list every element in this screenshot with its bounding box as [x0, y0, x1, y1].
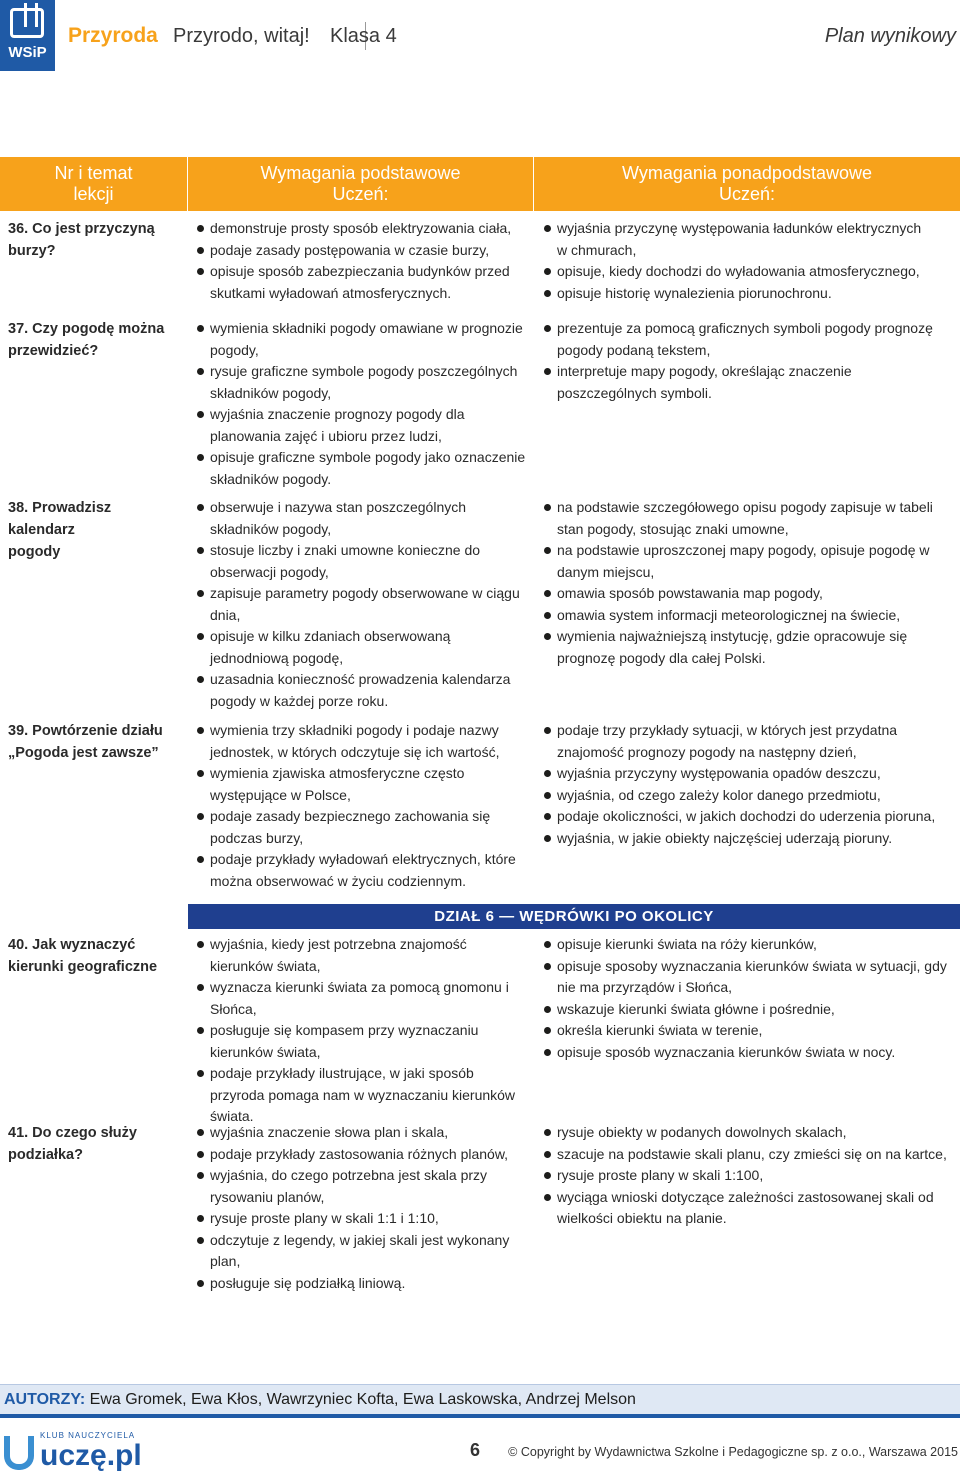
requirement-item: obserwuje i nazywa stan poszczególnych składników pogody,: [196, 497, 526, 540]
requirement-item: wyjaśnia przyczyny występowania opadów deszczu,: [543, 763, 955, 785]
requirement-item: wyciąga wnioski dotyczące zależności zastosowanej skali od wielkości obiektu na planie.: [543, 1187, 955, 1230]
requirement-item: podaje trzy przykłady sytuacji, w których jest przydatna znajomość prognozy pogody na następny dzień,: [543, 720, 955, 763]
lesson-topic-line: kierunki geograficzne: [8, 959, 158, 975]
requirement-item: wymienia zjawiska atmosferyczne często występujące w Polsce,: [196, 763, 526, 806]
requirement-item: rysuje proste plany w skali 1:100,: [543, 1165, 955, 1187]
requirement-item: interpretuje mapy pogody, określając znaczenie poszczególnych symboli.: [543, 361, 955, 404]
requirement-item: stosuje liczby i znaki umowne konieczne do obserwacji pogody,: [196, 540, 526, 583]
requirement-item: wyjaśnia, kiedy jest potrzebna znajomość kierunków świata,: [196, 934, 526, 977]
requirement-item: opisuje kierunki świata na róży kierunków,: [543, 934, 955, 956]
requirement-item: rysuje graficzne symbole pogody poszczególnych składników pogody,: [196, 361, 526, 404]
advanced-requirements-list: [543, 720, 955, 849]
column-header-topic: [0, 157, 187, 211]
column-header-topic-line1: Nr i temat: [54, 163, 133, 183]
requirement-item: zapisuje parametry pogody obserwowane w ciągu dnia,: [196, 583, 526, 626]
requirement-item: określa kierunki świata w terenie,: [543, 1020, 955, 1042]
requirement-item: wyjaśnia znaczenie prognozy pogody dla planowania zajęć i ubioru przez ludzi,: [196, 404, 526, 447]
requirement-item: wymienia składniki pogody omawiane w prognozie pogody,: [196, 318, 526, 361]
requirement-item: na podstawie uproszczonej mapy pogody, opisuje pogodę w danym miejscu,: [543, 540, 955, 583]
basic-requirements-list: [196, 218, 526, 304]
column-header-basic-line1: Wymagania podstawowe: [260, 163, 461, 183]
basic-requirements-list: [196, 720, 526, 892]
lesson-topic-line: przewidzieć?: [8, 343, 99, 359]
requirement-item: rysuje obiekty w podanych dowolnych skalach,: [543, 1122, 955, 1144]
requirement-item: uzasadnia konieczność prowadzenia kalendarza pogody w każdej porze roku.: [196, 669, 526, 712]
class-label: Klasa 4: [330, 25, 397, 47]
series-title: Przyrodo, witaj!: [173, 25, 310, 47]
requirement-item: wyjaśnia, w jakie obiekty najczęściej uderzają pioruny.: [543, 828, 955, 850]
requirement-item: podaje zasady bezpiecznego zachowania się podczas burzy,: [196, 806, 526, 849]
basic-requirements-list: [196, 318, 526, 490]
wsip-logo: [0, 0, 55, 71]
lesson-topic: [8, 720, 178, 764]
authors-names: Ewa Gromek, Ewa Kłos, Wawrzyniec Kofta, Ewa Laskowska, Andrzej Melson: [89, 1391, 636, 1408]
requirement-item: opisuje, kiedy dochodzi do wyładowania atmosferycznego,: [543, 261, 923, 283]
requirement-item: podaje przykłady zastosowania różnych planów,: [196, 1144, 526, 1166]
lesson-topic: [8, 218, 178, 262]
copyright-notice: © Copyright by Wydawnictwa Szkolne i Pedagogiczne sp. z o.o., Warszawa 2015: [508, 1445, 958, 1459]
lesson-topic: [8, 497, 178, 563]
authors-label: AUTORZY:: [4, 1391, 86, 1408]
requirement-item: posługuje się kompasem przy wyznaczaniu kierunków świata,: [196, 1020, 526, 1063]
basic-requirements-list: [196, 497, 526, 712]
requirement-item: demonstruje prosty sposób elektryzowania ciała,: [196, 218, 526, 240]
requirement-item: na podstawie szczegółowego opisu pogody zapisuje w tabeli stan pogody, stosując znaki umowne,: [543, 497, 955, 540]
authors-bar: [0, 1384, 960, 1414]
requirement-item: wyjaśnia przyczynę występowania ładunków elektrycznych w chmurach,: [543, 218, 923, 261]
lesson-topic: [8, 318, 178, 362]
lesson-topic-line: 36. Co jest przyczyną: [8, 221, 155, 237]
column-header-topic-line2: lekcji: [73, 184, 114, 204]
requirement-item: wyznacza kierunki świata za pomocą gnomonu i Słońca,: [196, 977, 526, 1020]
requirement-item: opisuje sposób wyznaczania kierunków świata w nocy.: [543, 1042, 955, 1064]
requirement-item: wymienia najważniejszą instytucję, gdzie opracowuje się prognozę pogody dla całej Polski.: [543, 626, 955, 669]
lesson-topic-line: 41. Do czego służy: [8, 1125, 137, 1141]
requirement-item: wyjaśnia, od czego zależy kolor danego przedmiotu,: [543, 785, 955, 807]
requirement-item: prezentuje za pomocą graficznych symboli pogody prognozę pogody podaną tekstem,: [543, 318, 955, 361]
advanced-requirements-list: [543, 318, 955, 404]
requirement-item: szacuje na podstawie skali planu, czy zmieści się on na kartce,: [543, 1144, 955, 1166]
advanced-requirements-list: [543, 497, 955, 669]
lesson-topic-line: 39. Powtórzenie działu: [8, 723, 163, 739]
page-header: [68, 22, 960, 56]
lesson-topic: [8, 1122, 178, 1166]
klub-nauczyciela-logo: [0, 1428, 140, 1476]
requirement-item: podaje przykłady ilustrujące, w jaki sposób przyroda pomaga nam w wyznaczaniu kierunków świata.: [196, 1063, 526, 1128]
requirement-item: omawia system informacji meteorologicznej na świecie,: [543, 605, 955, 627]
column-header-basic: [188, 157, 533, 211]
section-banner: DZIAŁ 6 — WĘDRÓWKI PO OKOLICY: [188, 904, 960, 929]
requirement-item: podaje okoliczności, w jakich dochodzi do uderzenia pioruna,: [543, 806, 955, 828]
lesson-topic-line: pogody: [8, 544, 61, 560]
requirement-item: wyjaśnia znaczenie słowa plan i skala,: [196, 1122, 526, 1144]
requirement-item: wskazuje kierunki świata główne i pośrednie,: [543, 999, 955, 1021]
page-number: 6: [470, 1440, 481, 1460]
wsip-logo-mark: [10, 8, 44, 38]
klub-logo-icon: [4, 1436, 34, 1470]
klub-logo-small-text: KLUB NAUCZYCIELA: [40, 1431, 136, 1440]
requirement-item: posługuje się podziałką liniową.: [196, 1273, 526, 1295]
requirement-item: wymienia trzy składniki pogody i podaje nazwy jednostek, w których odczytuje się ich wartość,: [196, 720, 526, 763]
document-type: Plan wynikowy: [824, 25, 956, 47]
wsip-logo-text: WSiP: [8, 44, 47, 61]
requirement-item: podaje zasady postępowania w czasie burzy,: [196, 240, 526, 262]
lesson-topic-line: burzy?: [8, 243, 56, 259]
column-header-basic-line2: Uczeń:: [332, 184, 389, 204]
basic-requirements-list: [196, 934, 526, 1128]
klub-logo-big-text: uczę.pl: [40, 1439, 142, 1472]
lesson-topic-line: „Pogoda jest zawsze”: [8, 745, 159, 761]
lesson-topic-line: 40. Jak wyznaczyć: [8, 937, 136, 953]
basic-requirements-list: [196, 1122, 526, 1294]
requirement-item: rysuje proste plany w skali 1:1 i 1:10,: [196, 1208, 526, 1230]
app-title: Przyroda: [68, 24, 158, 47]
requirement-item: opisuje sposoby wyznaczania kierunków świata w sytuacji, gdy nie ma przyrządów i Słońca,: [543, 956, 955, 999]
column-header-advanced-line1: Wymagania ponadpodstawowe: [622, 163, 872, 183]
lesson-topic: [8, 934, 178, 978]
requirement-item: opisuje sposób zabezpieczania budynków przed skutkami wyładowań atmosferycznych.: [196, 261, 526, 304]
footer-divider: [0, 1414, 960, 1418]
column-header-advanced: [534, 157, 960, 211]
requirement-item: odczytuje z legendy, w jakiej skali jest wykonany plan,: [196, 1230, 526, 1273]
lesson-topic-line: podziałka?: [8, 1147, 83, 1163]
advanced-requirements-list: [543, 934, 955, 1063]
requirement-item: omawia sposób powstawania map pogody,: [543, 583, 955, 605]
lesson-topic-line: 37. Czy pogodę można: [8, 321, 165, 337]
requirement-item: podaje przykłady wyładowań elektrycznych, które można obserwować w życiu codziennym.: [196, 849, 526, 892]
column-header-advanced-line2: Uczeń:: [718, 184, 776, 204]
requirement-item: opisuje graficzne symbole pogody jako oznaczenie składników pogody.: [196, 447, 526, 490]
requirement-item: wyjaśnia, do czego potrzebna jest skala przy rysowaniu planów,: [196, 1165, 526, 1208]
requirement-item: opisuje historię wynalezienia piorunochronu.: [543, 283, 923, 305]
advanced-requirements-list: [543, 1122, 955, 1230]
advanced-requirements-list: [543, 218, 923, 304]
requirement-item: opisuje w kilku zdaniach obserwowaną jednodniową pogodę,: [196, 626, 526, 669]
lesson-topic-line: 38. Prowadzisz kalendarz: [8, 500, 112, 538]
